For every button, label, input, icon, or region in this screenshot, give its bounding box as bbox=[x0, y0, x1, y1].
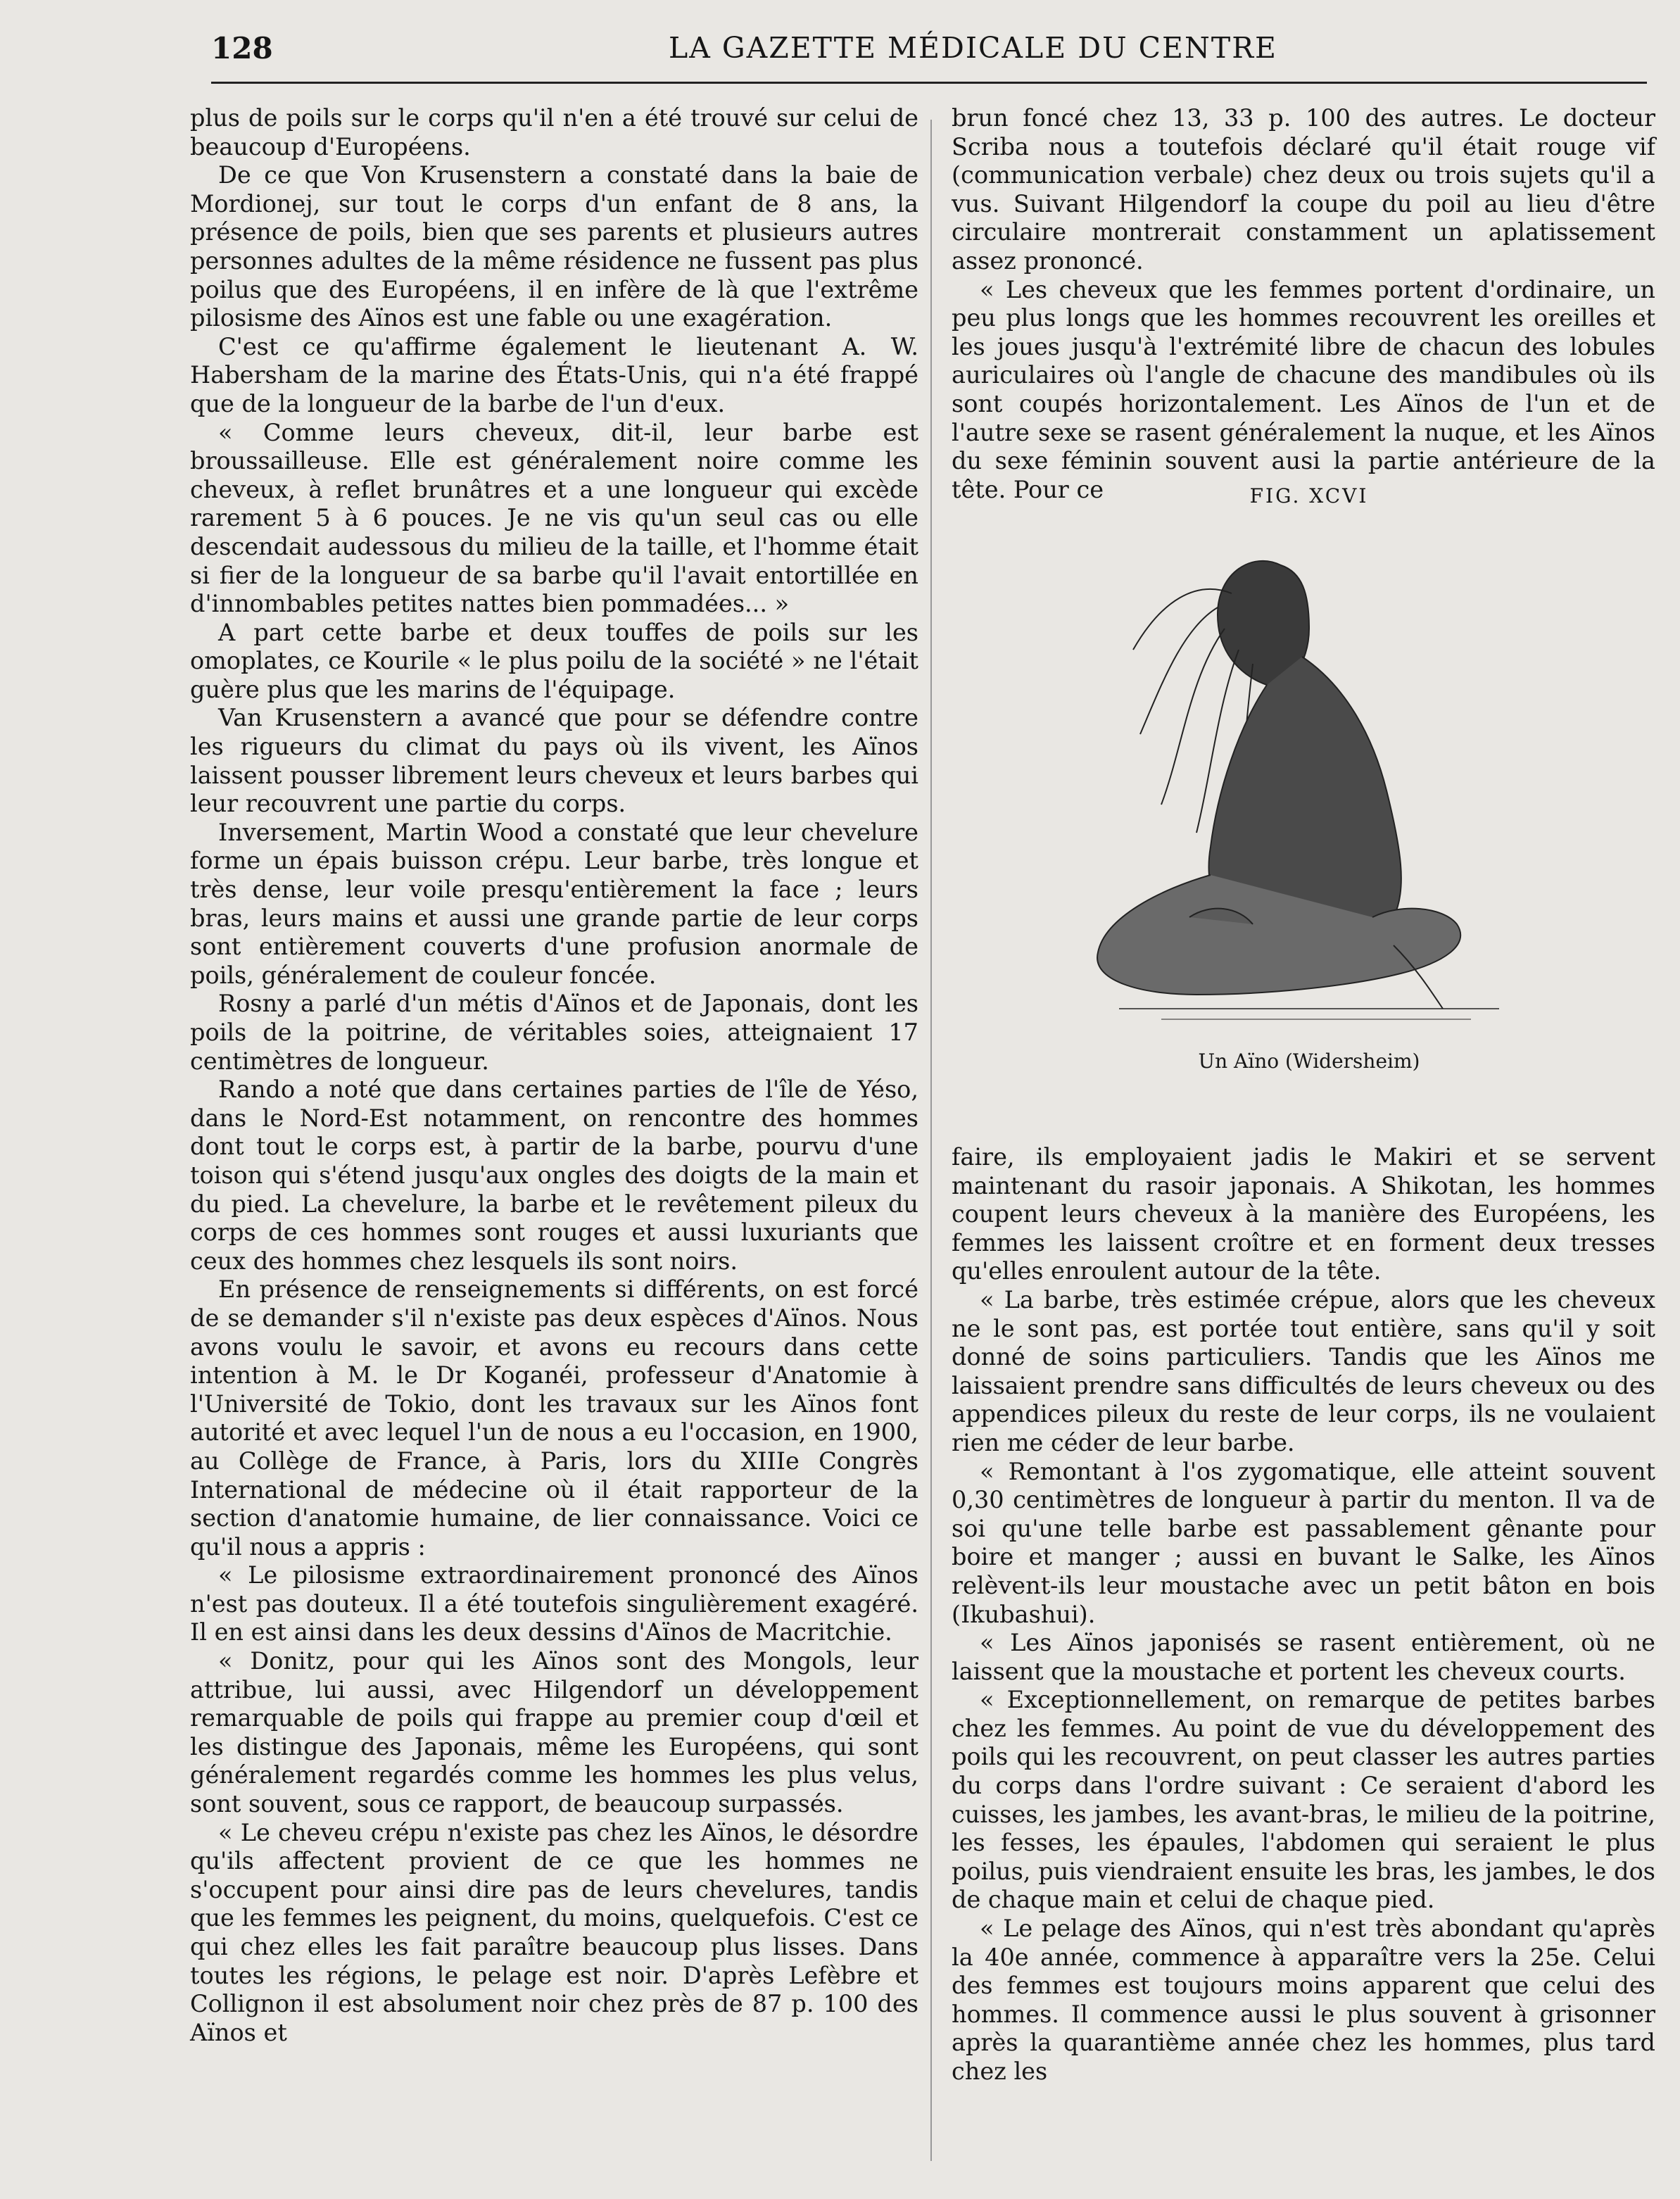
figure-label: FIG. XCVI bbox=[1249, 484, 1369, 508]
right-column-top bbox=[952, 104, 1655, 504]
right-column-bottom bbox=[952, 1143, 1655, 2086]
paragraph: faire, ils employaient jadis le Makiri et se servent maintenant du rasoir japonais. A Shikotan, les hommes coupent leurs cheveux à la manière des Européens, les femmes les laissent croître et en forment deux tresses qu'elles enroulent autour de la tête. bbox=[952, 1143, 1655, 1285]
figure-illustration bbox=[1077, 523, 1541, 1044]
paragraph: Van Krusenstern a avancé que pour se défendre contre les rigueurs du climat du pays où ils vivent, les Aïnos laissent pousser librement leurs cheveux et leurs barbes qui leur recouvrent une partie du corps. bbox=[190, 704, 918, 818]
paragraph: A part cette barbe et deux touffes de poils sur les omoplates, ce Kourile « le plus poilu de la société » ne l'était guère plus que les marins de l'équipage. bbox=[190, 618, 918, 703]
paragraph: « Exceptionnellement, on remarque de petites barbes chez les femmes. Au point de vue du développement des poils qui les recouvrent, on peut classer les autres parties du corps dans l'ordre suivant : Ce seraient d'abord les cuisses, les jambes, les avant-bras, le milieu de la poitrine, les fesses, les épaules, l'abdomen qui seraient le plus poilus, puis viendraient ensuite les bras, les jambes, le dos de chaque main et celui de chaque pied. bbox=[952, 1686, 1655, 1914]
paragraph: « Le pelage des Aïnos, qui n'est très abondant qu'après la 40e année, commence à apparaître vers la 25e. Celui des femmes est toujours moins apparent que celui des hommes. Il commence aussi le plus souvent à grisonner après la quarantième année chez les hommes, plus tard chez les bbox=[952, 1915, 1655, 2085]
page-header bbox=[211, 31, 1647, 73]
journal-title: LA GAZETTE MÉDICALE DU CENTRE bbox=[669, 31, 1277, 65]
left-column bbox=[190, 104, 918, 2047]
column-separator bbox=[930, 120, 932, 2161]
paragraph: « Les cheveux que les femmes portent d'ordinaire, un peu plus longs que les hommes recouvrent les oreilles et les joues jusqu'à l'extrémité libre de chacun des lobules auriculaires où l'angle de chacune des mandibules où ils sont coupés horizontalement. Les Aïnos de l'un et de l'autre sexe se rasent généralement la nuque, et les Aïnos du sexe féminin souvent ausi la partie antérieure de la tête. Pour ce bbox=[952, 275, 1655, 503]
paragraph: « Le cheveu crépu n'existe pas chez les Aïnos, le désordre qu'ils affectent provient de ce que les hommes ne s'occupent pour ainsi dire pas de leurs chevelures, tandis que les femmes les peignent, du moins, quelquefois. C'est ce qui chez elles les fait paraître beaucoup plus lisses. Dans toutes les régions, le pelage est noir. D'après Lefèbre et Collignon il est absolument noir chez près de 87 p. 100 des Aïnos et bbox=[190, 1818, 918, 2046]
paragraph: Inversement, Martin Wood a constaté que leur chevelure forme un épais buisson crépu. Leur barbe, très longue et très dense, leur voile presqu'entièrement la face ; leurs bras, leurs mains et aussi une grande partie de leur corps sont entièrement couverts d'une profusion anormale de poils, généralement de couleur foncée. bbox=[190, 818, 918, 989]
paragraph: « Donitz, pour qui les Aïnos sont des Mongols, leur attribue, lui aussi, avec Hilgendorf un développement remarquable de poils qui frappe au premier coup d'œil et les distingue des Japonais, même les Européens, qui sont généralement regardés comme les hommes les plus velus, sont souvent, sous ce rapport, de beaucoup surpassés. bbox=[190, 1647, 918, 1818]
paragraph: De ce que Von Krusenstern a constaté dans la baie de Mordionej, sur tout le corps d'un enfant de 8 ans, la présence de poils, bien que ses parents et plusieurs autres personnes adultes de la même résidence ne fussent pas plus poilus que des Européens, il en infère de là que l'extrême pilosisme des Aïnos est une fable ou une exagération. bbox=[190, 161, 918, 332]
figure bbox=[1035, 484, 1584, 1118]
paragraph: « Les Aïnos japonisés se rasent entièrement, où ne laissent que la moustache et portent les cheveux courts. bbox=[952, 1629, 1655, 1685]
paragraph: Rosny a parlé d'un métis d'Aïnos et de Japonais, dont les poils de la poitrine, de véritables soies, atteignaient 17 centimètres de longueur. bbox=[190, 990, 918, 1075]
figure-caption: Un Aïno (Widersheim) bbox=[1198, 1050, 1420, 1073]
paragraph: « Comme leurs cheveux, dit-il, leur barbe est broussailleuse. Elle est généralement noire comme les cheveux, à reflet brunâtres et a une longueur qui excède rarement 5 à 6 pouces. Je ne vis qu'un seul cas ou elle descendait audessous du milieu de la taille, et l'homme était si fier de la longueur de sa barbe qu'il l'avait entortillée en d'innombables petites nattes bien pommadées... » bbox=[190, 418, 918, 618]
paragraph: brun foncé chez 13, 33 p. 100 des autres. Le docteur Scriba nous a toutefois déclaré qu'il était rouge vif (communication verbale) chez deux ou trois sujets qu'il a vus. Suivant Hilgendorf la coupe du poil au lieu d'être circulaire montrerait constamment un aplatissement assez prononcé. bbox=[952, 104, 1655, 275]
paragraph: plus de poils sur le corps qu'il n'en a été trouvé sur celui de beaucoup d'Européens. bbox=[190, 104, 918, 160]
paragraph: « La barbe, très estimée crépue, alors que les cheveux ne le sont pas, est portée tout entière, sans qu'il y soit donné de soins particuliers. Tandis que les Aïnos me laissaient prendre sans difficultés de leurs cheveux ou des appendices pileux du reste de leur corps, ils ne voulaient rien me céder de leur barbe. bbox=[952, 1285, 1655, 1456]
page-number: 128 bbox=[211, 31, 273, 65]
paragraph: En présence de renseignements si différents, on est forcé de se demander s'il n'existe pas deux espèces d'Aïnos. Nous avons voulu le savoir, et avons eu recours dans cette intention à M. le Dr Koganéi, professeur d'Anatomie à l'Université de Tokio, dont les travaux sur les Aïnos font autorité et avec lequel l'un de nous a eu l'occasion, en 1900, au Collège de France, à Paris, lors du XIIIe Congrès International de médecine où il était rapporteur de la section d'anatomie humaine, de lier connaissance. Voici ce qu'il nous a appris : bbox=[190, 1275, 918, 1561]
paragraph: Rando a noté que dans certaines parties de l'île de Yéso, dans le Nord-Est notamment, on rencontre des hommes dont tout le corps est, à partir de la barbe, pourvu d'une toison qui s'étend jusqu'aux ongles des doigts de la main et du pied. La chevelure, la barbe et le revêtement pileux du corps de ces hommes sont rouges et aussi luxuriants que ceux des hommes chez lesquels ils sont noirs. bbox=[190, 1076, 918, 1275]
header-rule bbox=[211, 82, 1647, 84]
paragraph: « Le pilosisme extraordinairement prononcé des Aïnos n'est pas douteux. Il a été toutefois singulièrement exagéré. Il en est ainsi dans les deux dessins d'Aïnos de Macritchie. bbox=[190, 1561, 918, 1646]
paragraph: C'est ce qu'affirme également le lieutenant A. W. Habersham de la marine des États-Unis, qui n'a été frappé que de la longueur de la barbe de l'un d'eux. bbox=[190, 332, 918, 417]
paragraph: « Remontant à l'os zygomatique, elle atteint souvent 0,30 centimètres de longueur à partir du menton. Il va de soi qu'une telle barbe est passablement gênante pour boire et manger ; aussi en buvant le Salke, les Aïnos relèvent-ils leur moustache avec un petit bâton en bois (Ikubashui). bbox=[952, 1457, 1655, 1628]
